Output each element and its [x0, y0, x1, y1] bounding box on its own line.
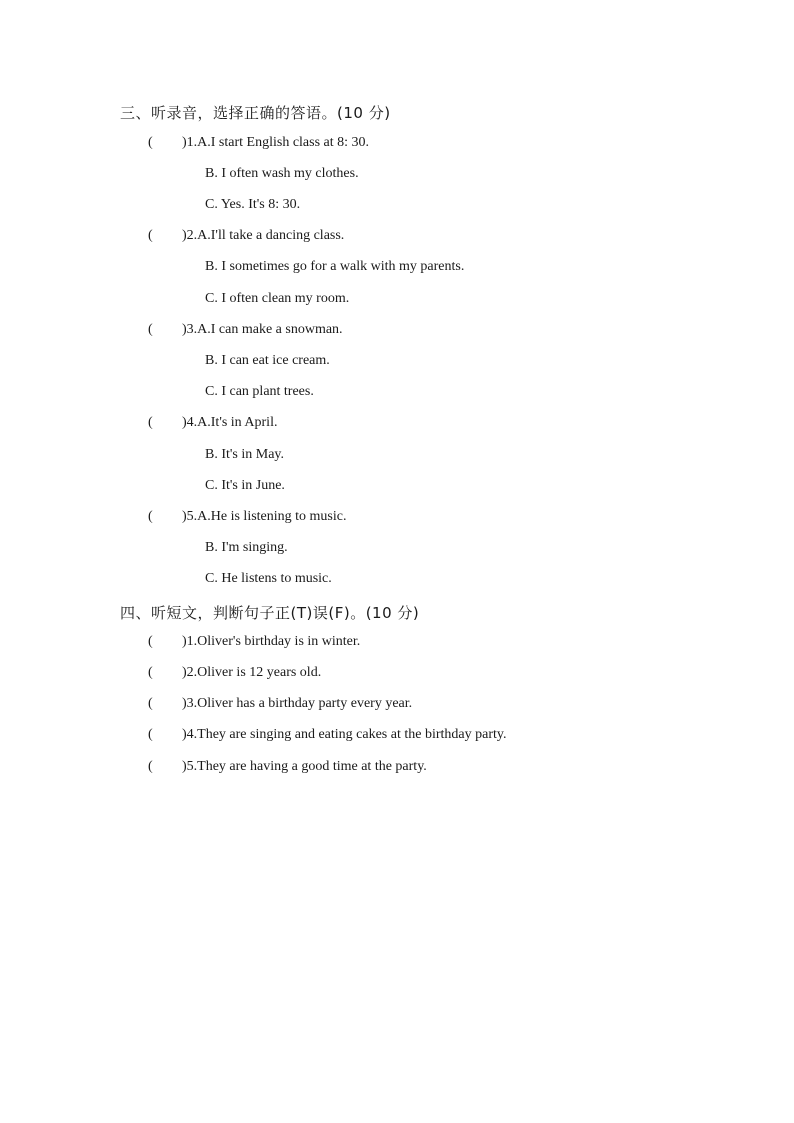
s3-question-3: [148, 322, 343, 338]
s3-question-1: [148, 135, 369, 151]
section-3-title: 三、听录音，选择正确的答语。(10 分): [120, 104, 391, 122]
s4-item-1: [148, 634, 360, 650]
answer-blank[interactable]: (: [148, 759, 153, 774]
s4-item-2: [148, 665, 321, 681]
answer-blank[interactable]: (: [148, 415, 153, 430]
s3-q2-option-c: C. I often clean my room.: [205, 291, 350, 306]
question-option-a: )4.A.It's in April.: [182, 415, 278, 430]
s3-question-5: [148, 509, 347, 525]
statement-text: )5.They are having a good time at the party.: [182, 759, 427, 774]
s3-q2-option-b: B. I sometimes go for a walk with my parents.: [205, 259, 465, 274]
statement-text: )3.Oliver has a birthday party every year.: [182, 696, 413, 711]
answer-blank[interactable]: (: [148, 665, 153, 680]
answer-blank[interactable]: (: [148, 135, 153, 150]
statement-text: )2.Oliver is 12 years old.: [182, 665, 322, 680]
answer-blank[interactable]: (: [148, 727, 153, 742]
s4-item-4: [148, 727, 506, 743]
statement-text: )1.Oliver's birthday is in winter.: [182, 634, 361, 649]
s3-q4-option-c: C. It's in June.: [205, 478, 285, 493]
question-option-a: )2.A.I'll take a dancing class.: [182, 228, 345, 243]
s4-item-5: [148, 759, 427, 775]
question-option-a: )5.A.He is listening to music.: [182, 509, 347, 524]
statement-text: )4.They are singing and eating cakes at the birthday party.: [182, 727, 507, 742]
s3-q5-option-c: C. He listens to music.: [205, 571, 332, 586]
answer-blank[interactable]: (: [148, 634, 153, 649]
s3-q5-option-b: B. I'm singing.: [205, 540, 288, 555]
s3-question-2: [148, 228, 344, 244]
s3-q3-option-b: B. I can eat ice cream.: [205, 353, 330, 368]
section-4-title: 四、听短文，判断句子正(T)误(F)。(10 分): [120, 604, 420, 622]
answer-blank[interactable]: (: [148, 322, 153, 337]
s4-item-3: [148, 696, 412, 712]
answer-blank[interactable]: (: [148, 228, 153, 243]
s3-q3-option-c: C. I can plant trees.: [205, 384, 314, 399]
s3-q4-option-b: B. It's in May.: [205, 447, 285, 462]
answer-blank[interactable]: (: [148, 696, 153, 711]
answer-blank[interactable]: (: [148, 509, 153, 524]
s3-q1-option-c: C. Yes. It's 8: 30.: [205, 197, 301, 212]
s3-question-4: [148, 415, 277, 431]
question-option-a: )1.A.I start English class at 8: 30.: [182, 135, 370, 150]
s3-q1-option-b: B. I often wash my clothes.: [205, 166, 359, 181]
question-option-a: )3.A.I can make a snowman.: [182, 322, 343, 337]
